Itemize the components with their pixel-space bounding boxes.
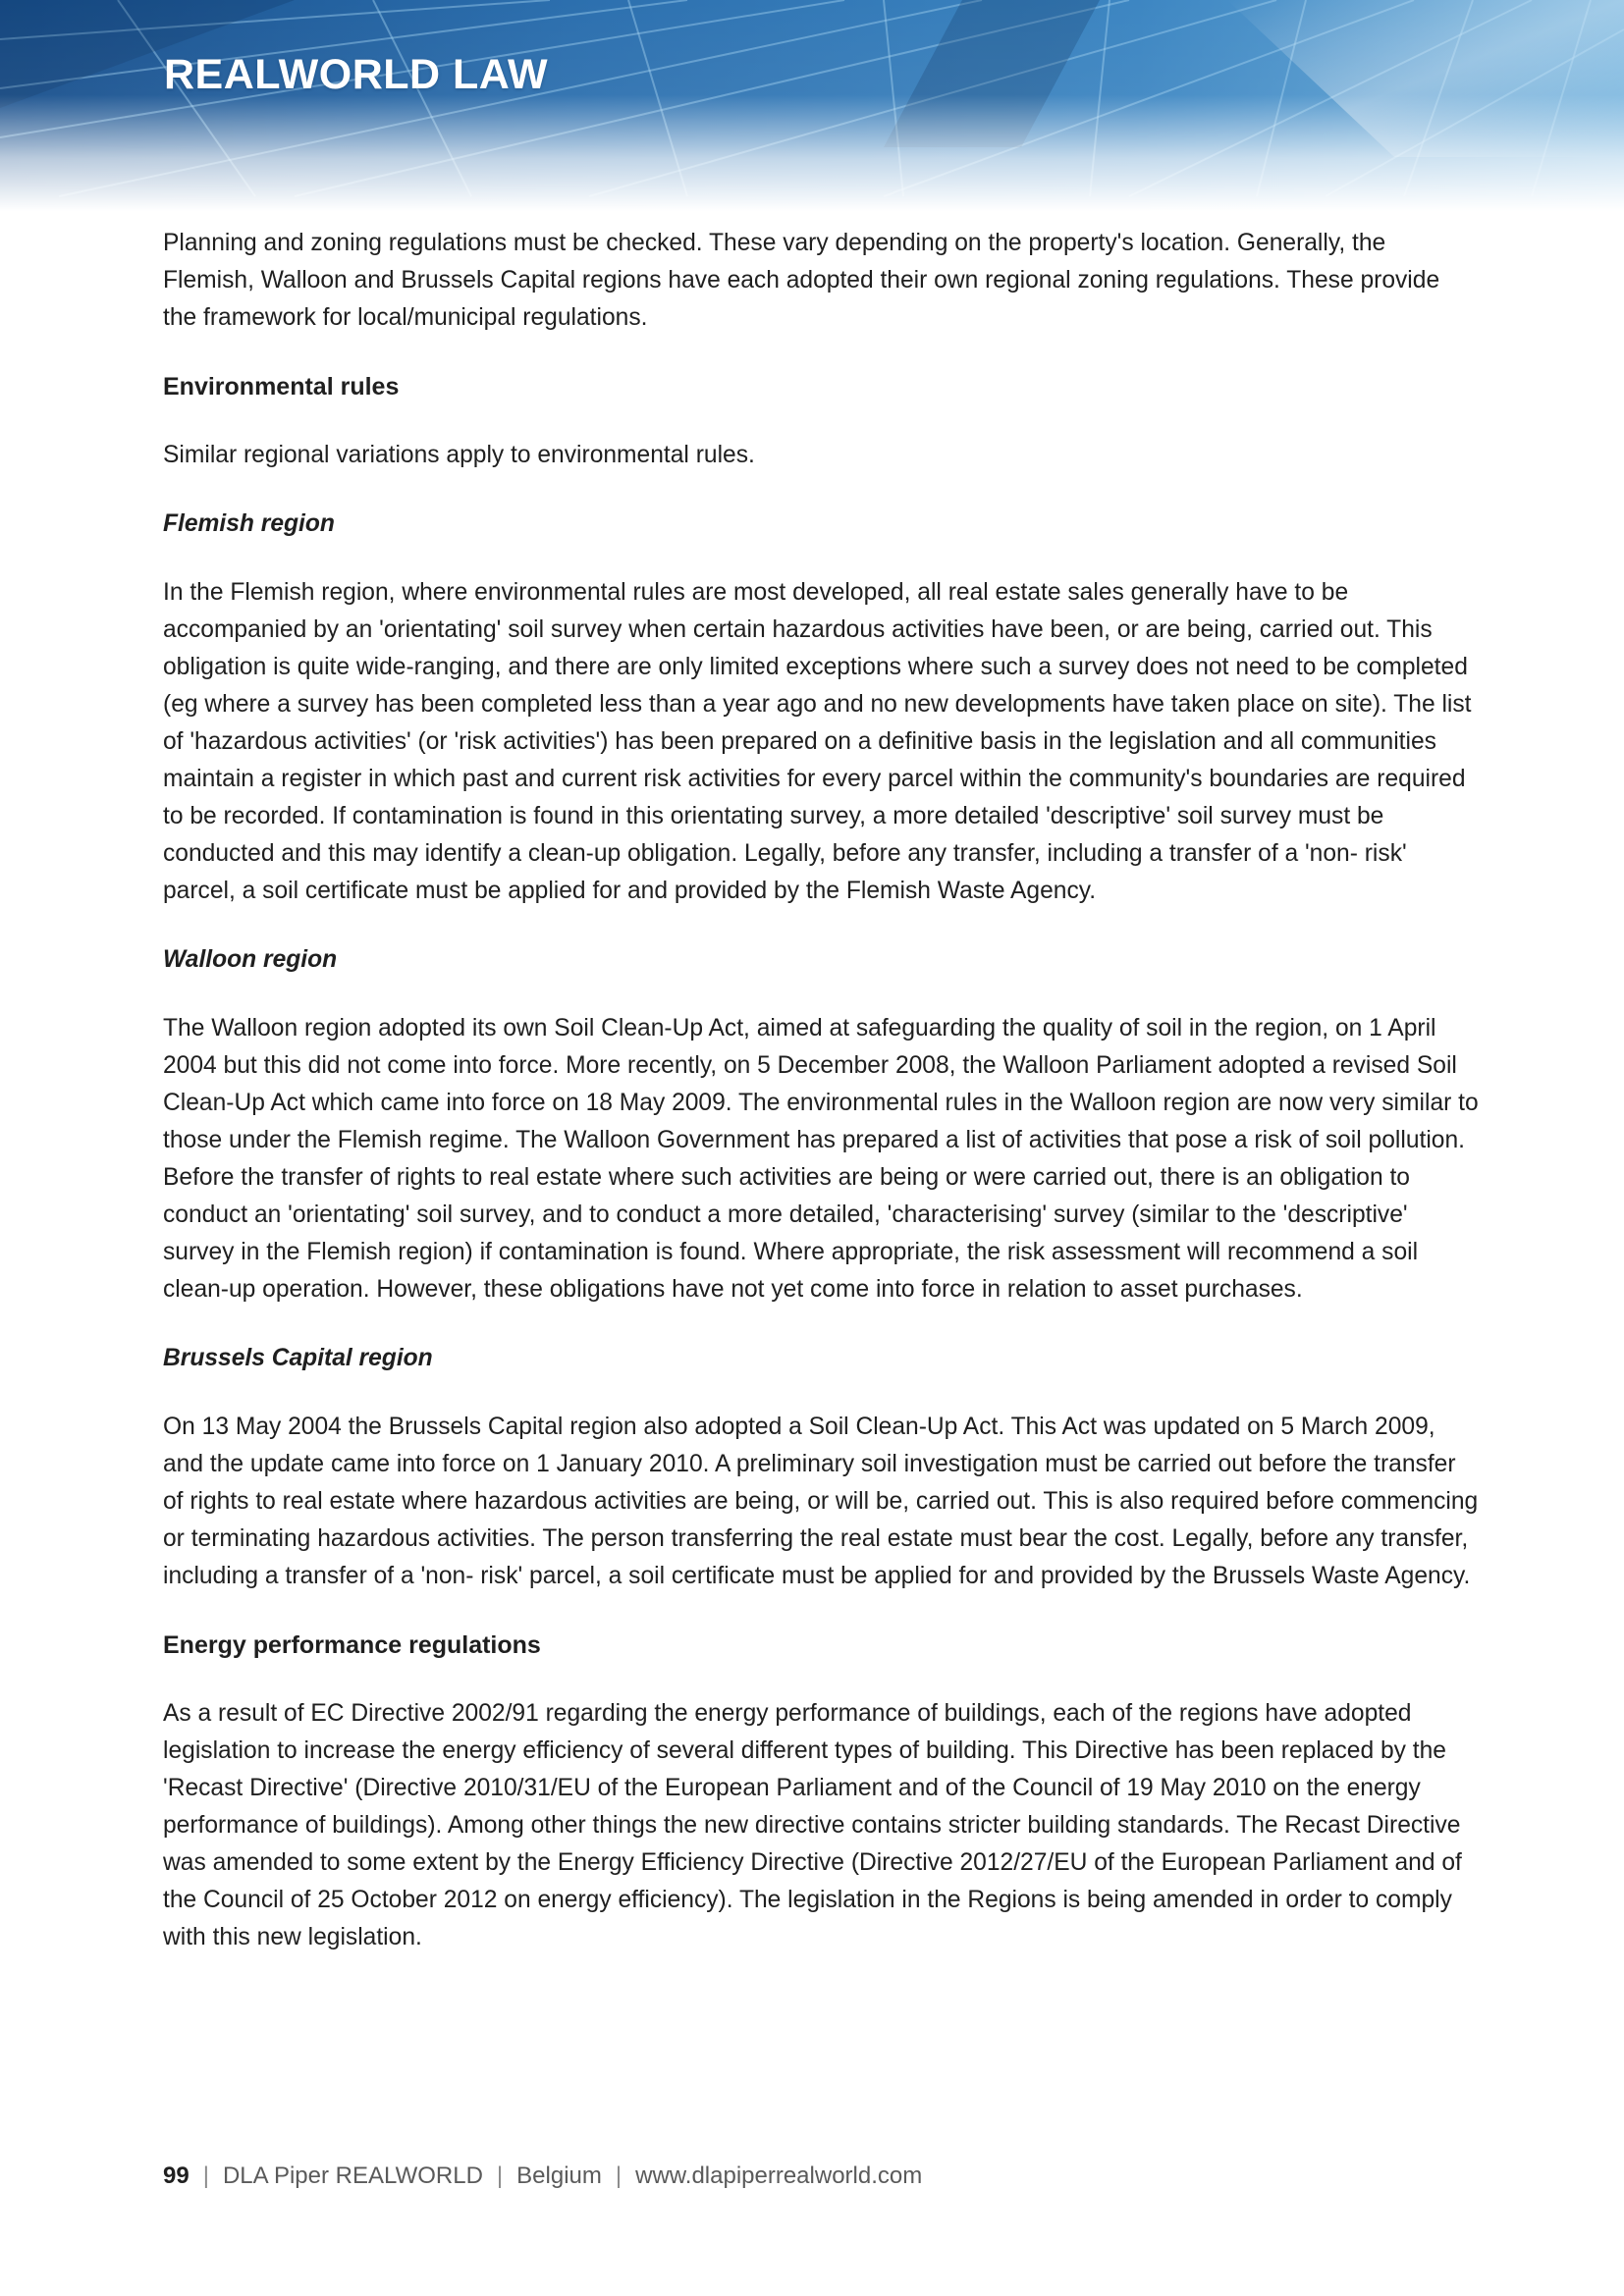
energy-performance-paragraph: As a result of EC Directive 2002/91 regarding the energy performance of buildings, each of the regions have adopted legislation to increase the energy efficiency of several different types of building. This Directive has been replaced by the 'Recast Directive' (Directive 2010/31/EU of the European Parliament and of the Council of 19 May 2010 on the energy performance of buildings). Among other things the new directive contains stricter building standards. The Recast Directive was amended to some extent by the Energy Efficiency Directive (Directive 2012/27/EU of the European Parliament and of the Council of 25 October 2012 on energy efficiency). The legislation in the Regions is being amended in order to comply with this new legislation. — [163, 1700, 1462, 1950]
footer-separator: | — [615, 2163, 623, 2189]
footer-website-link[interactable]: www.dlapiperrealworld.com — [635, 2163, 923, 2189]
page-header-banner — [0, 0, 1624, 211]
page-number: 99 — [163, 2163, 189, 2189]
walloon-region-paragraph: The Walloon region adopted its own Soil Clean-Up Act, aimed at safeguarding the quality of soil in the region, on 1 April 2004 but this did not come into force. More recently, on 5 December 2008, the Walloon Parliament adopted a revised Soil Clean-Up Act which came into force on 18 May 2009. The environmental rules in the Walloon region are now very similar to those under the Flemish regime. The Walloon Government has prepared a list of activities that pose a risk of soil pollution. Before the transfer of rights to real estate where such activities are being or were carried out, there is an obligation to conduct an 'orientating' soil survey, and to conduct a more detailed, 'characterising' survey (similar to the 'descriptive' survey in the Flemish region) if contamination is found. Where appropriate, the risk assessment will recommend a soil clean-up operation. However, these obligations have not yet come into force in relation to asset purchases. — [163, 1015, 1479, 1303]
header-title: REALWORLD LAW — [164, 51, 549, 98]
subheading-flemish-region: Flemish region — [163, 510, 335, 537]
subheading-walloon-region: Walloon region — [163, 946, 338, 973]
page-footer — [163, 2160, 922, 2193]
page-content — [163, 225, 1479, 1956]
intro-paragraph: Planning and zoning regulations must be checked. These vary depending on the property's location. Generally, the Flemish, Walloon and Brussels Capital regions have each adopted their own regional zoning regulations. These provide the framework for local/municipal regulations. — [163, 230, 1440, 331]
footer-separator: | — [202, 2163, 209, 2189]
glass-building-banner-image — [0, 0, 1624, 211]
footer-separator: | — [496, 2163, 504, 2189]
footer-country: Belgium — [516, 2163, 602, 2189]
brussels-capital-region-paragraph: On 13 May 2004 the Brussels Capital region also adopted a Soil Clean-Up Act. This Act was updated on 5 March 2009, and the update came into force on 1 January 2010. A preliminary soil investigation must be carried out before the transfer of rights to real estate where hazardous activities are being, or will be, carried out. This is also required before commencing or terminating hazardous activities. The person transferring the real estate must bear the cost. Legally, before any transfer, including a transfer of a 'non- risk' parcel, a soil certificate must be applied for and provided by the Brussels Waste Agency. — [163, 1414, 1479, 1589]
section-heading-environmental-rules: Environmental rules — [163, 373, 400, 400]
section-heading-energy-performance: Energy performance regulations — [163, 1631, 541, 1659]
flemish-region-paragraph: In the Flemish region, where environmental rules are most developed, all real estate sales generally have to be accompanied by an 'orientating' soil survey when certain hazardous activities have been, or are being, carried out. This obligation is quite wide-ranging, and there are only limited exceptions where such a survey does not need to be completed (eg where a survey has been completed less than a year ago and no new developments have taken place on site). The list of 'hazardous activities' (or 'risk activities') has been prepared on a definitive basis in the legislation and all communities maintain a register in which past and current risk activities for every parcel within the community's boundaries are required to be recorded. If contamination is found in this orientating survey, a more detailed 'descriptive' soil survey must be conducted and this may identify a clean-up obligation. Legally, before any transfer, including a transfer of a 'non- risk' parcel, a soil certificate must be applied for and provided by the Flemish Waste Agency. — [163, 579, 1472, 904]
footer-publication: DLA Piper REALWORLD — [222, 2163, 483, 2189]
subheading-brussels-capital-region: Brussels Capital region — [163, 1345, 433, 1371]
environmental-intro-paragraph: Similar regional variations apply to environmental rules. — [163, 442, 755, 468]
